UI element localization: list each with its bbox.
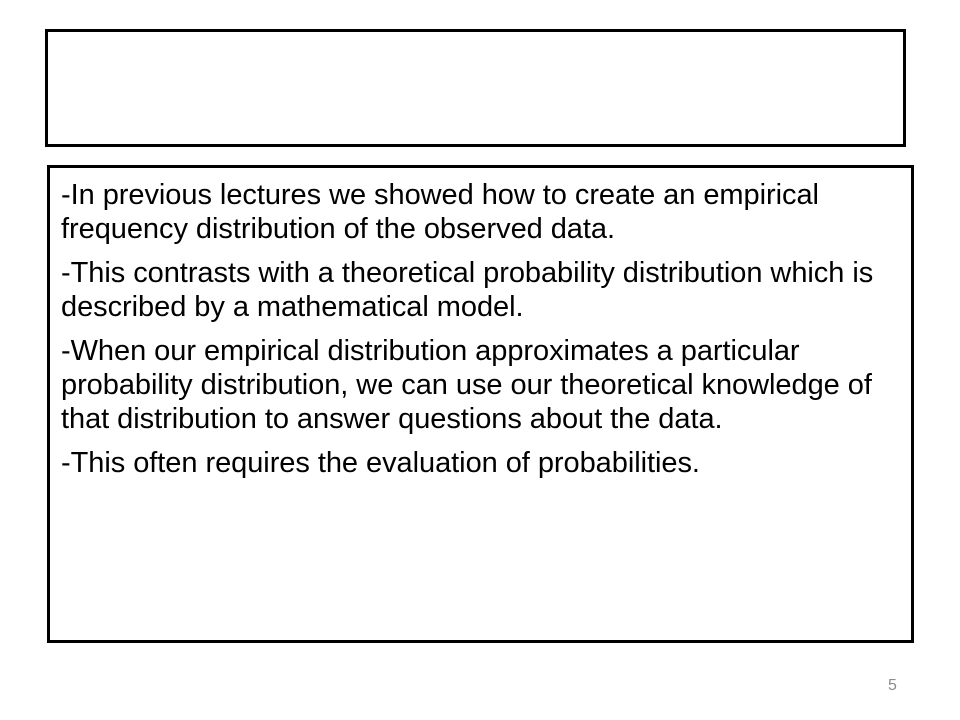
slide-title-box (45, 29, 906, 147)
content-paragraph: -This contrasts with a theoretical probability distribution which is described by a mathematical model. (61, 257, 874, 323)
content-paragraph: -When our empirical distribution approximates a particular probability distribution, we can use our theoretical knowledge of that distribution to answer questions about the data. (61, 335, 872, 435)
content-paragraph: -In previous lectures we showed how to create an empirical frequency distribution of the observed data. (61, 179, 819, 245)
slide-page-number: 5 (888, 677, 897, 694)
content-paragraph: -This often requires the evaluation of probabilities. (61, 447, 700, 479)
slide-content-box (47, 165, 914, 643)
